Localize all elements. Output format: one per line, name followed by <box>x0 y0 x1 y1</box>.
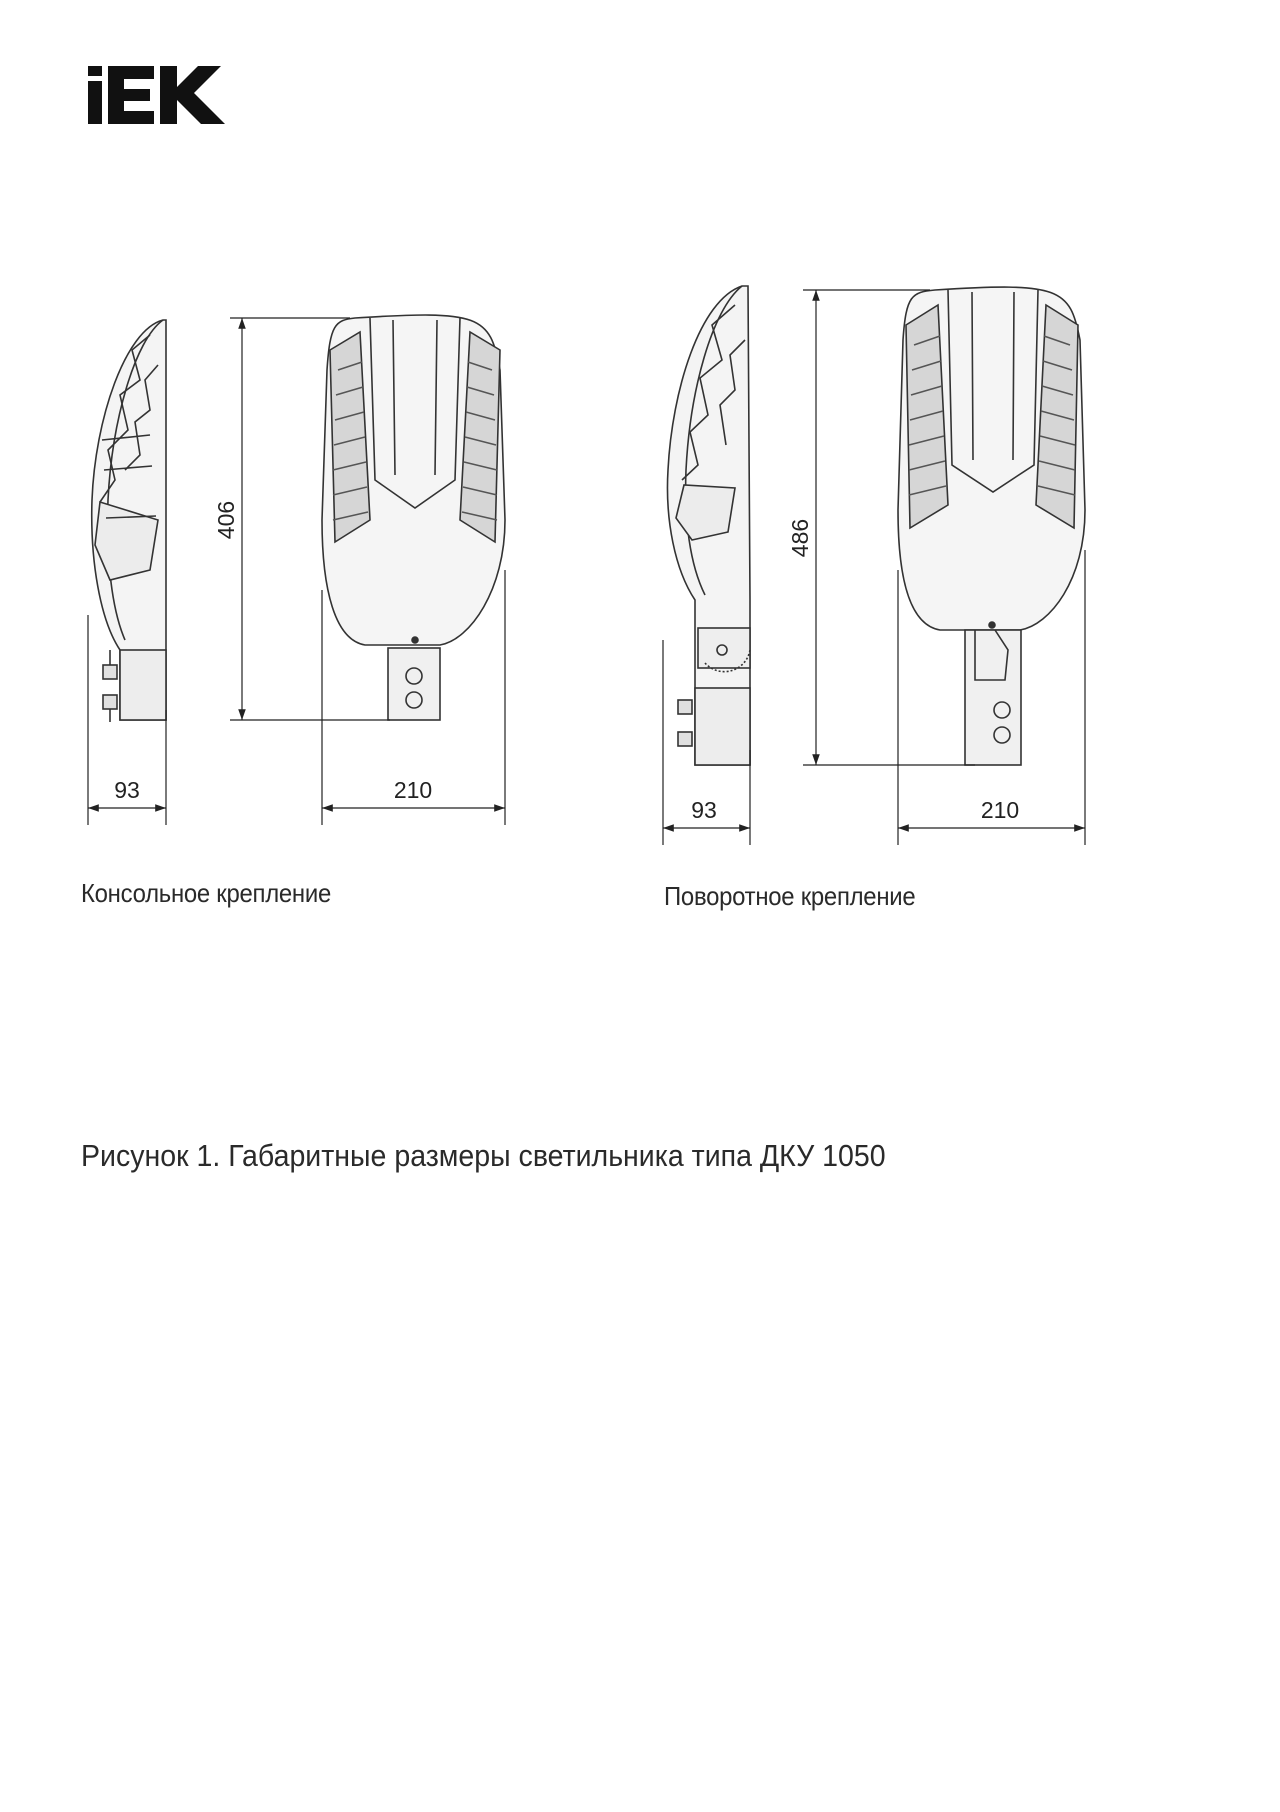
figure-caption: Рисунок 1. Габаритные размеры светильника типа ДКУ 1050 <box>81 1138 886 1173</box>
dim-height-console: 406 <box>213 500 239 540</box>
side-view-swivel <box>667 286 750 765</box>
side-view-console <box>92 320 166 722</box>
dim-side-width-swivel: 93 <box>691 797 717 823</box>
front-view-swivel <box>898 287 1085 765</box>
dim-side-width-console: 93 <box>114 777 140 803</box>
dim-height-swivel: 486 <box>787 518 813 558</box>
dim-front-width-console: 210 <box>393 777 433 803</box>
iek-logo <box>88 66 228 124</box>
dim-front-width-swivel: 210 <box>980 797 1020 823</box>
caption-console-mount: Консольное крепление <box>81 878 331 908</box>
technical-drawing <box>0 270 1280 870</box>
caption-swivel-mount: Поворотное крепление <box>664 881 916 911</box>
front-view-console <box>322 315 505 720</box>
